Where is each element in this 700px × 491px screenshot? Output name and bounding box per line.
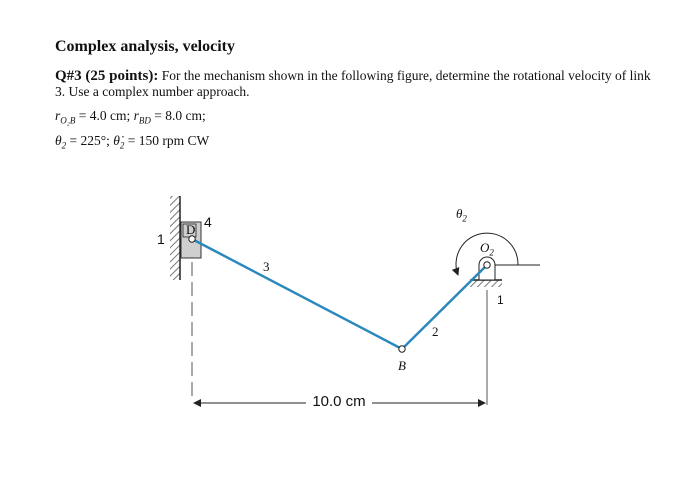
label-link-3: 3 <box>263 259 270 274</box>
joint-o2 <box>484 262 490 268</box>
link-2 <box>402 265 487 349</box>
label-d: D <box>186 222 196 237</box>
question-text: For the mechanism shown in the following figure, determine the rotational velocity of link 3. Use a complex number approach. <box>55 68 651 99</box>
label-theta-subscript: 2 <box>462 213 467 224</box>
given-omega2-subscript: 2 <box>119 140 125 151</box>
given-r-o2b-symbol: r <box>55 108 61 123</box>
label-o-subscript: 2 <box>489 247 494 258</box>
given-theta2-subscript: 2 <box>61 140 67 151</box>
right-ground-hatch <box>470 280 502 287</box>
given-r-o2b-subscript: O₂B <box>60 115 76 126</box>
label-ground-left: 1 <box>157 231 165 247</box>
label-ground-right: 1 <box>497 293 504 307</box>
given-theta2-value: = 225°; <box>66 133 114 148</box>
label-point-b: B <box>398 358 406 373</box>
given-r-bd-value: = 8.0 cm; <box>150 108 206 123</box>
label-theta-symbol: θ <box>456 206 463 221</box>
given-r-o2b-value: = 4.0 cm; <box>75 108 134 123</box>
given-r-bd-symbol: r <box>133 108 139 123</box>
given-r-bd-subscript: BD <box>138 115 151 126</box>
question-label: Q#3 (25 points): <box>55 68 159 84</box>
given-omega2-symbol: θ̇ <box>113 133 120 148</box>
label-theta2 <box>456 206 467 224</box>
link-3 <box>192 239 402 349</box>
label-link-4: 4 <box>204 214 212 230</box>
given-omega2-value: = 150 rpm CW <box>124 133 210 148</box>
given-theta2-symbol: θ <box>55 133 62 148</box>
left-ground-hatch <box>170 196 180 280</box>
dimension-label: 10.0 cm <box>306 392 372 412</box>
label-o-letter: O <box>480 240 490 255</box>
section-heading: Complex analysis, velocity <box>55 38 235 55</box>
joint-b <box>399 346 405 352</box>
label-link-2: 2 <box>432 324 439 339</box>
label-o2 <box>480 240 494 258</box>
